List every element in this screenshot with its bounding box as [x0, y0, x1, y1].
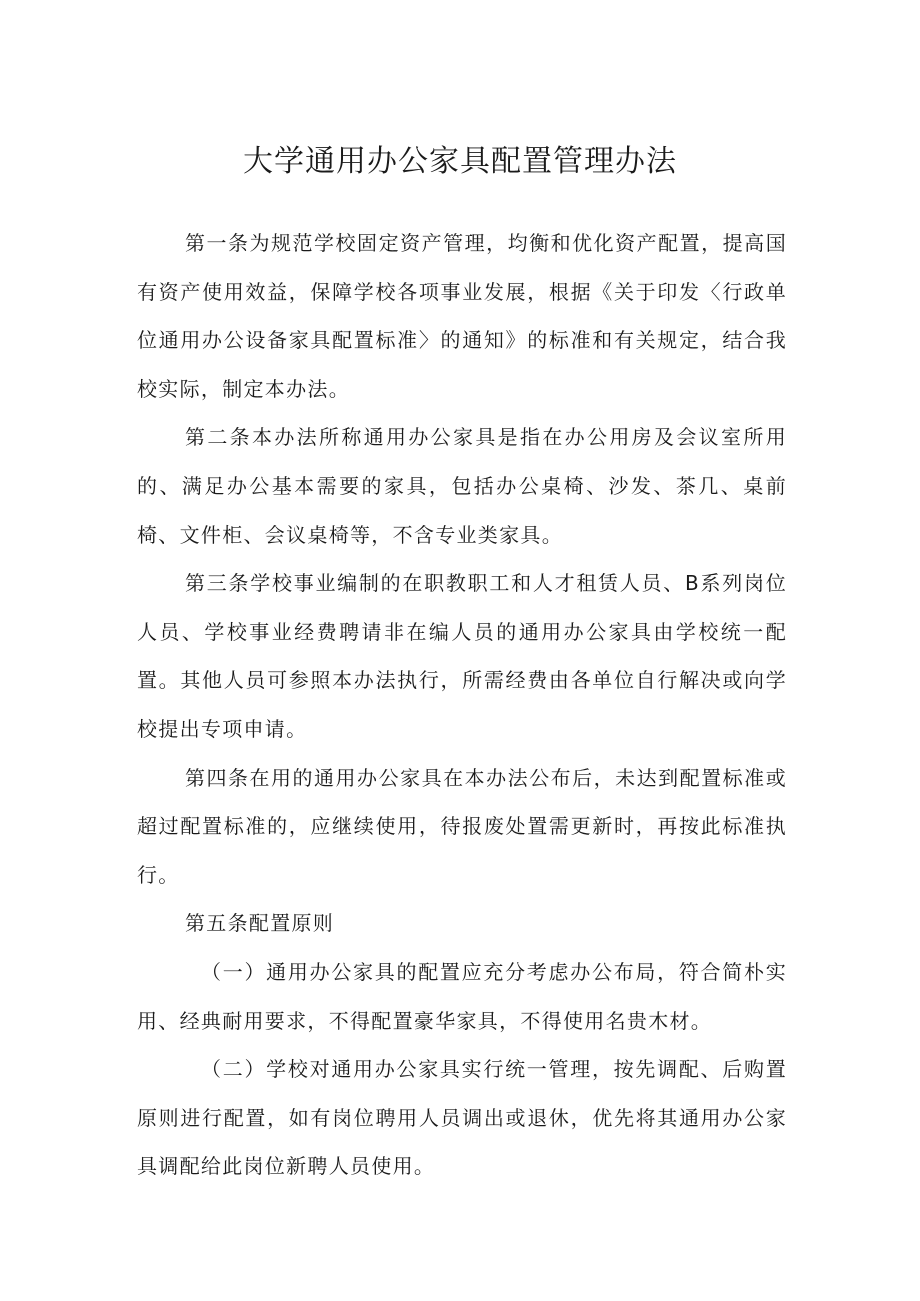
article-2-paragraph: 第二条本办法所称通用办公家具是指在办公用房及会议室所用的、满足办公基本需要的家具，包括办公桌椅、沙发、茶几、桌前椅、文件柜、会议桌椅等，不含专业类家具。 — [137, 425, 787, 547]
document-title: 大学通用办公家具配置管理办法 — [243, 144, 677, 179]
article-5-heading: 第五条配置原则 — [185, 911, 335, 936]
article-4-paragraph: 第四条在用的通用办公家具在本办法公布后，未达到配置标准或超过配置标准的，应继续使用，待报废处置需更新时，再按此标准执行。 — [137, 765, 787, 887]
article-3-paragraph: 第三条学校事业编制的在职教职工和人才租赁人员、B系列岗位人员、学校事业经费聘请非在编人员的通用办公家具由学校统一配置。其他人员可参照本办法执行，所需经费由各单位自行解决或向学校提出专项申请。 — [137, 571, 787, 741]
article-5-item-1: （一）通用办公家具的配置应充分考虑办公布局，符合简朴实用、经典耐用要求，不得配置豪华家具，不得使用名贵木材。 — [137, 959, 787, 1033]
article-5-item-2: （二）学校对通用办公家具实行统一管理，按先调配、后购置原则进行配置，如有岗位聘用人员调出或退休，优先将其通用办公家具调配给此岗位新聘人员使用。 — [137, 1057, 787, 1179]
article-1-paragraph: 第一条为规范学校固定资产管理，均衡和优化资产配置，提高国有资产使用效益，保障学校各项事业发展，根据《关于印发〈行政单位通用办公设备家具配置标准〉的通知》的标准和有关规定，结合我校实际，制定本办法。 — [137, 231, 787, 401]
document-body — [137, 219, 787, 1191]
